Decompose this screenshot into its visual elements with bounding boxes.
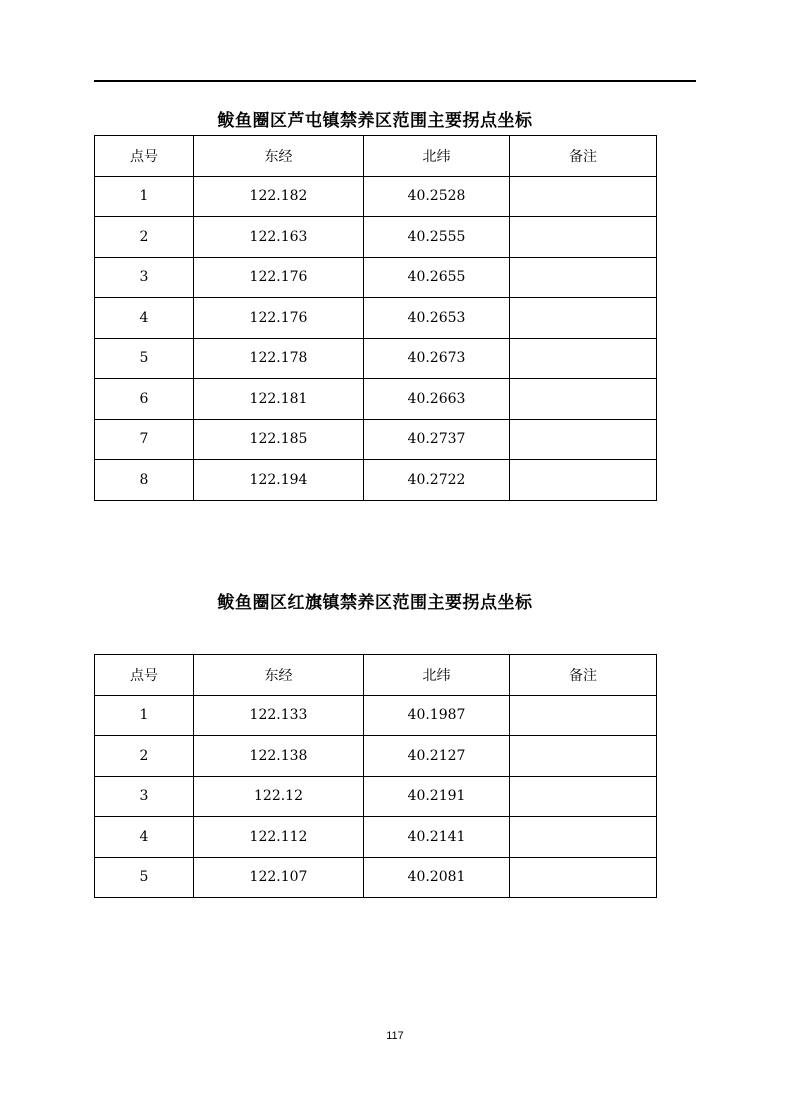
coordinate-table-hongqi xyxy=(94,654,657,898)
cell-longitude: 122.178 xyxy=(194,338,364,379)
cell-latitude: 40.2663 xyxy=(364,379,510,420)
column-header-longitude: 东经 xyxy=(194,136,364,177)
table-row xyxy=(95,217,657,258)
cell-latitude: 40.1987 xyxy=(364,695,510,736)
column-header-remarks: 备注 xyxy=(510,655,657,696)
table-row xyxy=(95,460,657,501)
cell-remarks xyxy=(510,695,657,736)
cell-longitude: 122.176 xyxy=(194,298,364,339)
table-row xyxy=(95,176,657,217)
cell-point-no: 4 xyxy=(95,298,194,339)
coordinate-table-lutun xyxy=(94,135,657,501)
cell-point-no: 4 xyxy=(95,817,194,858)
cell-longitude: 122.12 xyxy=(194,776,364,817)
table-row xyxy=(95,695,657,736)
table-row xyxy=(95,338,657,379)
cell-latitude: 40.2673 xyxy=(364,338,510,379)
cell-latitude: 40.2655 xyxy=(364,257,510,298)
cell-longitude: 122.176 xyxy=(194,257,364,298)
cell-latitude: 40.2653 xyxy=(364,298,510,339)
cell-latitude: 40.2127 xyxy=(364,736,510,777)
cell-remarks xyxy=(510,257,657,298)
cell-longitude: 122.182 xyxy=(194,176,364,217)
cell-remarks xyxy=(510,419,657,460)
cell-latitude: 40.2191 xyxy=(364,776,510,817)
cell-longitude: 122.112 xyxy=(194,817,364,858)
cell-point-no: 8 xyxy=(95,460,194,501)
cell-longitude: 122.163 xyxy=(194,217,364,258)
table-header-row xyxy=(95,136,657,177)
cell-remarks xyxy=(510,379,657,420)
cell-latitude: 40.2737 xyxy=(364,419,510,460)
cell-longitude: 122.138 xyxy=(194,736,364,777)
cell-remarks xyxy=(510,176,657,217)
cell-point-no: 2 xyxy=(95,217,194,258)
table-row xyxy=(95,776,657,817)
cell-longitude: 122.107 xyxy=(194,857,364,898)
cell-latitude: 40.2722 xyxy=(364,460,510,501)
cell-point-no: 5 xyxy=(95,857,194,898)
cell-longitude: 122.181 xyxy=(194,379,364,420)
column-header-longitude: 东经 xyxy=(194,655,364,696)
cell-remarks xyxy=(510,338,657,379)
cell-latitude: 40.2081 xyxy=(364,857,510,898)
cell-remarks xyxy=(510,298,657,339)
cell-remarks xyxy=(510,736,657,777)
cell-latitude: 40.2141 xyxy=(364,817,510,858)
table-row xyxy=(95,379,657,420)
cell-point-no: 1 xyxy=(95,695,194,736)
cell-remarks xyxy=(510,857,657,898)
column-header-latitude: 北纬 xyxy=(364,655,510,696)
header-rule xyxy=(94,80,696,82)
table-title-lutun: 鲅鱼圈区芦屯镇禁养区范围主要拐点坐标 xyxy=(217,111,533,131)
column-header-latitude: 北纬 xyxy=(364,136,510,177)
table-row xyxy=(95,736,657,777)
column-header-remarks: 备注 xyxy=(510,136,657,177)
cell-remarks xyxy=(510,460,657,501)
cell-latitude: 40.2528 xyxy=(364,176,510,217)
table-row xyxy=(95,298,657,339)
cell-remarks xyxy=(510,776,657,817)
table-row xyxy=(95,419,657,460)
cell-point-no: 7 xyxy=(95,419,194,460)
table-row xyxy=(95,857,657,898)
cell-remarks xyxy=(510,217,657,258)
table-row xyxy=(95,257,657,298)
cell-longitude: 122.194 xyxy=(194,460,364,501)
column-header-point-no: 点号 xyxy=(95,655,194,696)
cell-point-no: 3 xyxy=(95,257,194,298)
cell-longitude: 122.185 xyxy=(194,419,364,460)
cell-longitude: 122.133 xyxy=(194,695,364,736)
table-row xyxy=(95,817,657,858)
column-header-point-no: 点号 xyxy=(95,136,194,177)
table-header-row xyxy=(95,655,657,696)
cell-point-no: 1 xyxy=(95,176,194,217)
cell-latitude: 40.2555 xyxy=(364,217,510,258)
table-title-hongqi: 鲅鱼圈区红旗镇禁养区范围主要拐点坐标 xyxy=(217,593,533,613)
cell-point-no: 5 xyxy=(95,338,194,379)
cell-point-no: 2 xyxy=(95,736,194,777)
cell-remarks xyxy=(510,817,657,858)
cell-point-no: 3 xyxy=(95,776,194,817)
cell-point-no: 6 xyxy=(95,379,194,420)
page-number: 117 xyxy=(386,1030,404,1042)
